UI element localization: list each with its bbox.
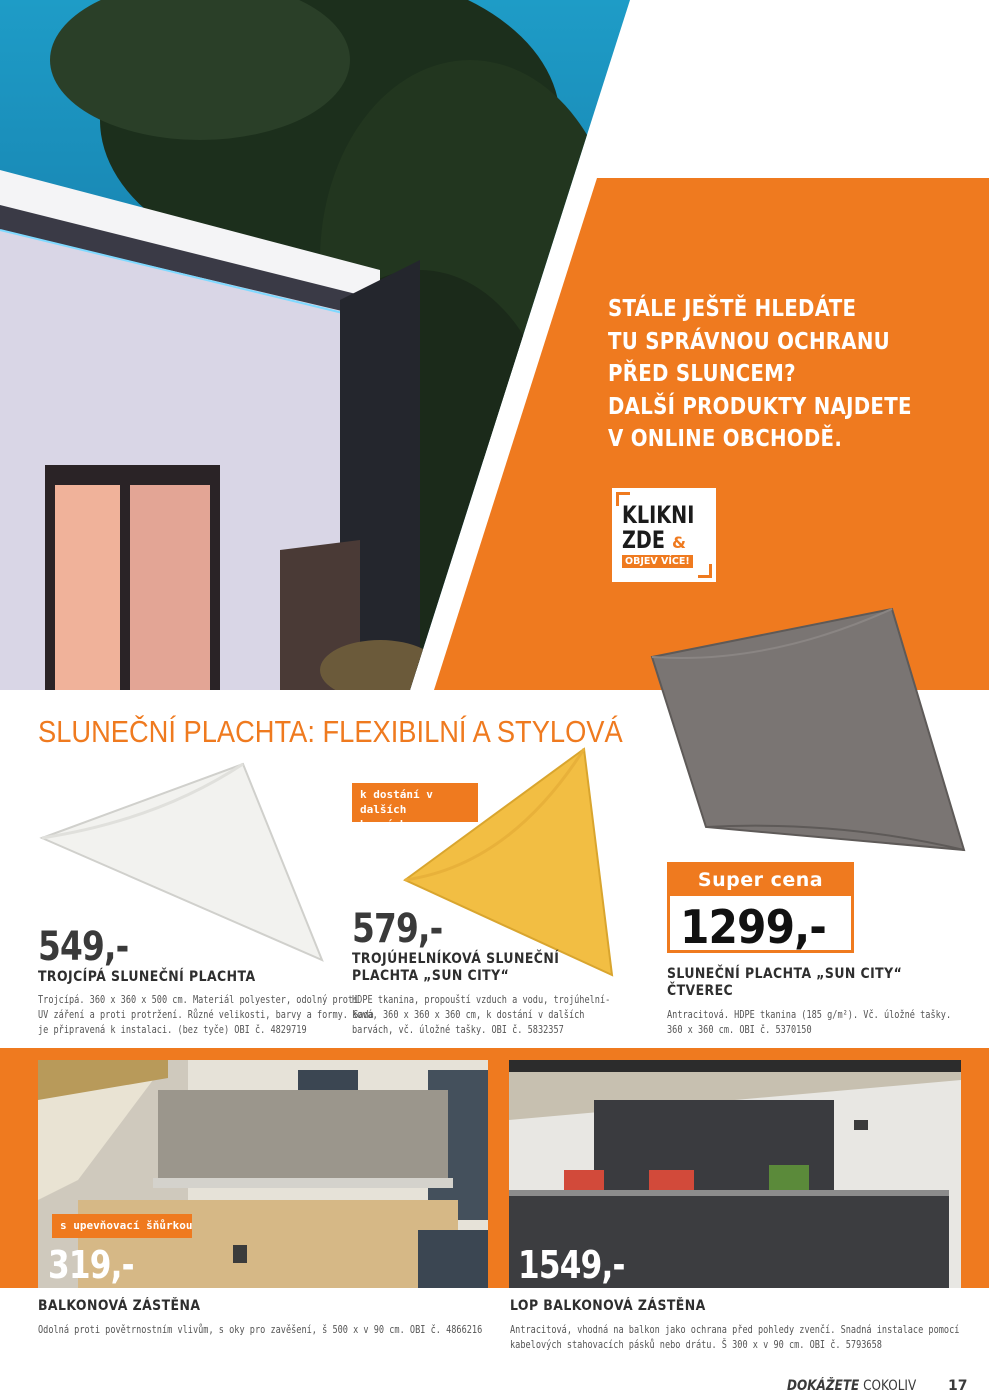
product-description [667,1007,951,1037]
product-name-line: TROJCÍPÁ SLUNEČNÍ PLACHTA [38,969,256,985]
hero-headline-line: TU SPRÁVNOU OCHRANU [608,328,890,355]
product-name-line: ČTVEREC [667,983,734,999]
hero-headline-line: DALŠÍ PRODUKTY NAJDETE [608,393,912,420]
product-name-line: SLUNEČNÍ PLACHTA „SUN CITY“ [667,966,903,982]
corner-bracket-icon [698,564,712,578]
cta-line-3: OBJEV VÍCE! [622,555,693,568]
product-name-line: BALKONOVÁ ZÁSTĚNA [38,1298,201,1314]
product-description-line: HDPE tkanina, propouští vzduch a vodu, trojúhelní- [352,993,611,1006]
product-description-line: Antracitová, vhodná na balkon jako ochrana před pohledy zvenčí. Snadná instalace pomocí [510,1323,960,1336]
product-description-line: UV záření a proti protržení. Různé velikosti, barvy a formy. Sada [38,1008,374,1021]
cta-line-2: ZDE [622,526,665,554]
product-description-line: je připravená k instalaci. (bez tyče) OBI č. 4829719 [38,1023,307,1036]
super-price-box [667,862,854,953]
product-description-line: Antracitová. HDPE tkanina (185 g/m²). Vč. úložné tašky. [667,1008,952,1021]
hero-headline-line: V ONLINE OBCHODĚ. [608,426,843,452]
product-description [352,992,610,1037]
price-label: 579,- [352,906,443,952]
section-title: SLUNEČNÍ PLACHTA: FLEXIBILNÍ A STYLOVÁ [38,714,623,749]
product-description [510,1322,959,1352]
product-name-line: LOP BALKONOVÁ ZÁSTĚNA [510,1298,706,1314]
hero-headline-line: PŘED SLUNCEM? [608,361,796,387]
hero-headline [608,293,918,456]
slogan-rest: COKOLIV [863,1378,917,1394]
product-description-line: barvách, vč. úložné tašky. OBI č. 5832357 [352,1023,564,1036]
hero-banner [0,0,989,690]
price-label: 319,- [48,1243,134,1287]
super-price-badge: Super cena [670,865,851,896]
product-description-line: 360 x 360 cm. OBI č. 5370150 [667,1023,812,1036]
product-description [38,992,374,1037]
cta-line-1: KLIKNI [622,501,695,529]
product-description-line: ková, 360 x 360 x 360 cm, k dostání v dalších [352,1008,585,1021]
product-description-line: Trojcípá. 360 x 360 x 500 cm. Materiál polyester, odolný proti [38,993,359,1006]
product-description [38,1322,482,1337]
badge-line: k dostání v dalších [360,788,433,816]
product-name [38,1298,200,1315]
price-label: 1549,- [518,1243,625,1287]
hero-headline-line: STÁLE JEŠTĚ HLEDÁTE [608,296,857,322]
product-name [510,1298,706,1315]
product-name-line: TROJÚHELNÍKOVÁ SLUNEČNÍ [352,951,560,967]
click-here-button[interactable] [612,488,716,582]
price-label: 1299,- [680,900,826,954]
more-colors-badge [352,783,478,831]
square-sail-image [648,605,968,860]
product-description-line: Odolná proti povětrnostním vlivům, s oky pro zavěšení, š 500 x v 90 cm. OBI č. 4866216 [38,1323,483,1336]
fastening-cord-badge: s upevňovací šňůrkou [52,1214,192,1238]
product-name [667,966,902,1000]
badge-line: barvách [360,818,407,831]
product-name [352,951,559,985]
product-name-line: PLACHTA „SUN CITY“ [352,968,510,984]
footer-slogan [787,1378,916,1394]
slogan-strong: DOKÁŽETE [787,1378,860,1394]
product-name [38,969,256,986]
page-number: 17 [948,1378,968,1394]
price-label: 549,- [38,924,129,970]
product-description-line: kabelových stahovacích pásků nebo drátu. Š 300 x v 90 cm. OBI č. 5793658 [510,1338,882,1351]
cta-ampersand: & [672,533,686,552]
